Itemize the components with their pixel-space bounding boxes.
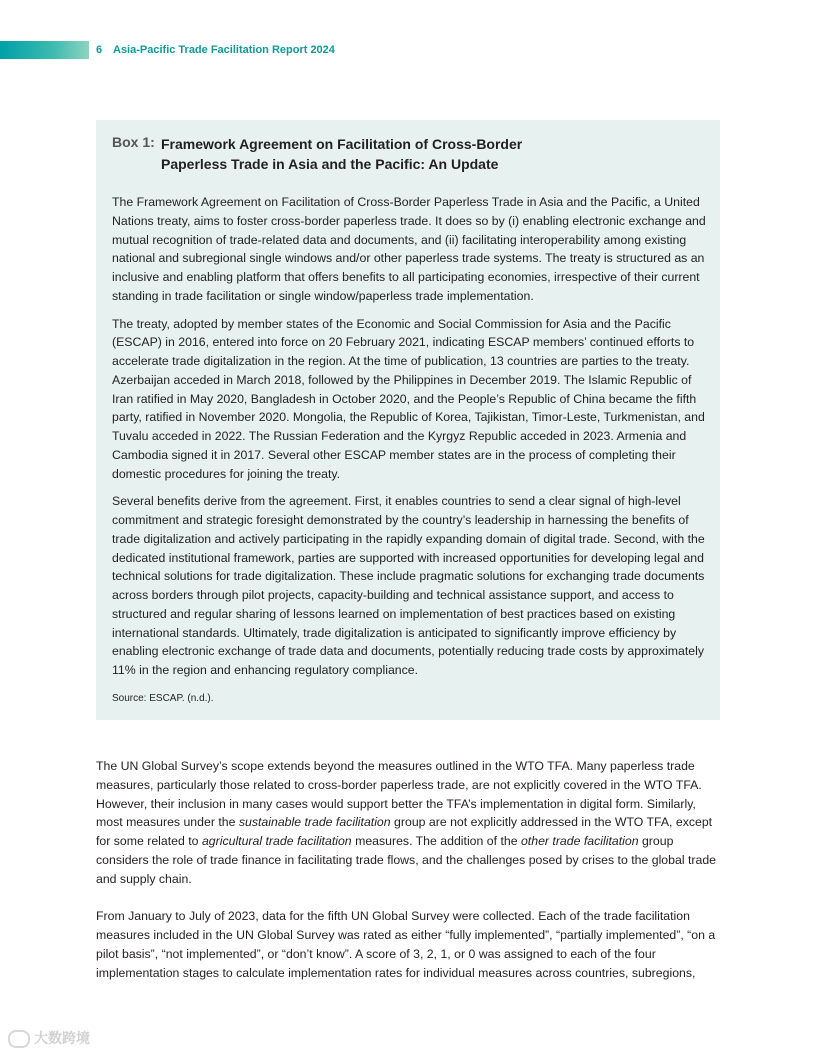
- watermark-text: 大数跨境: [34, 1030, 90, 1046]
- text-run: The UN Global Survey’s scope extends beyond the measures outlined in the WTO TFA. Many paperless trade measures, particularly those related to cross-border paperless trade, are not explicitly covered in the WTO TFA. However, their inclusion in many cases would support better the TFA’s implementation in digital form. Similarly, most measures under the: [96, 759, 702, 830]
- page-number: 6: [96, 44, 103, 56]
- text-run: group are not explicitly addressed in the WTO TFA, except for some related to: [96, 815, 713, 848]
- box-paragraph: The Framework Agreement on Facilitation of Cross-Border Paperless Trade in Asia and the Pacific, a United Nations treaty, aims to foster cross-border paperless trade. It does so by (i) enabling electronic exchange and mutual recognition of trade-related data and documents, and (ii) facilitating interoperability among existing national and subregional single windows and/or other paperless trade systems. The treaty is structured as an inclusive and enabling platform that offers benefits to all participating economies, irrespective of their current standing in trade facilitation or single window/paperless trade implementation.: [112, 195, 706, 303]
- box-source-note: Source: ESCAP. (n.d.).: [112, 693, 214, 704]
- italic-term: sustainable trade facilitation: [238, 815, 391, 830]
- watermark: [8, 1028, 90, 1048]
- box-1-panel: [96, 120, 720, 720]
- watermark-logo-icon: [8, 1030, 30, 1048]
- italic-term: other trade facilitation: [520, 834, 639, 848]
- box-title: Framework Agreement on Facilitation of Cross-Border Paperless Trade in Asia and the Pacific: An Update: [161, 136, 523, 172]
- box-body: [112, 193, 708, 689]
- body-paragraph-2: From January to July of 2023, data for the fifth UN Global Survey were collected. Each of the trade facilitation measures included in the UN Global Survey was rated as either “fully implemented”, “partially implemented”, “on a pilot basis”, “not implemented”, or “don’t know”. A score of 3, 2, 1, or 0 was assigned to each of the four implementation stages to calculate implementation rates for individual measures across countries, subregions,: [96, 909, 716, 980]
- box-paragraph: The treaty, adopted by member states of the Economic and Social Commission for Asia and the Pacific (ESCAP) in 2016, entered into force on 20 February 2021, indicating ESCAP members’ continued efforts to accelerate trade digitalization in the region. At the time of publication, 13 countries are parties to the treaty. Azerbaijan acceded in March 2018, followed by the Philippines in December 2019. The Islamic Republic of Iran ratified in May 2020, Bangladesh in October 2020, and the People’s Republic of China became the fifth party, ratified in November 2020. Mongolia, the Republic of Korea, Tajikistan, Timor-Leste, Turkmenistan, and Tuvalu acceded in 2022. The Russian Federation and the Kyrgyz Republic acceded in 2023. Armenia and Cambodia signed it in 2017. Several other ESCAP member states are in the process of completing their domestic procedures for joining the treaty.: [112, 316, 705, 481]
- box-paragraph: Several benefits derive from the agreement. First, it enables countries to send a clear signal of high-level commitment and strategic foresight demonstrated by the country’s leadership in harnessing the benefits of trade digitalization and actively participating in the rapidly expanding domain of digital trade. Second, with the dedicated institutional framework, parties are supported with increased opportunities for developing legal and technical solutions for trade digitalization. These include pragmatic solutions for exchanging trade documents across borders through pilot projects, capacity-building and technical assistance support, and access to structured and regular sharing of lessons learned on implementation of best practices based on existing international standards. Ultimately, trade digitalization is anticipated to significantly improve efficiency by enabling electronic exchange of trade data and documents, potentially reducing trade costs by approximately 11% in the region and enhancing regulatory compliance.: [112, 494, 705, 677]
- main-body-text: [96, 757, 722, 1001]
- running-header-title: Asia-Pacific Trade Facilitation Report 2024: [113, 44, 335, 56]
- box-label: Box 1:: [112, 134, 155, 150]
- text-run: group considers the role of trade finance in facilitating trade flows, and the challenges posed by crises to the global trade and supply chain.: [96, 834, 716, 886]
- body-paragraph-1: [96, 757, 722, 888]
- text-run: measures. The addition of the: [351, 834, 521, 848]
- italic-term: agricultural trade facilitation: [201, 834, 352, 848]
- header-accent-bar: [0, 41, 89, 59]
